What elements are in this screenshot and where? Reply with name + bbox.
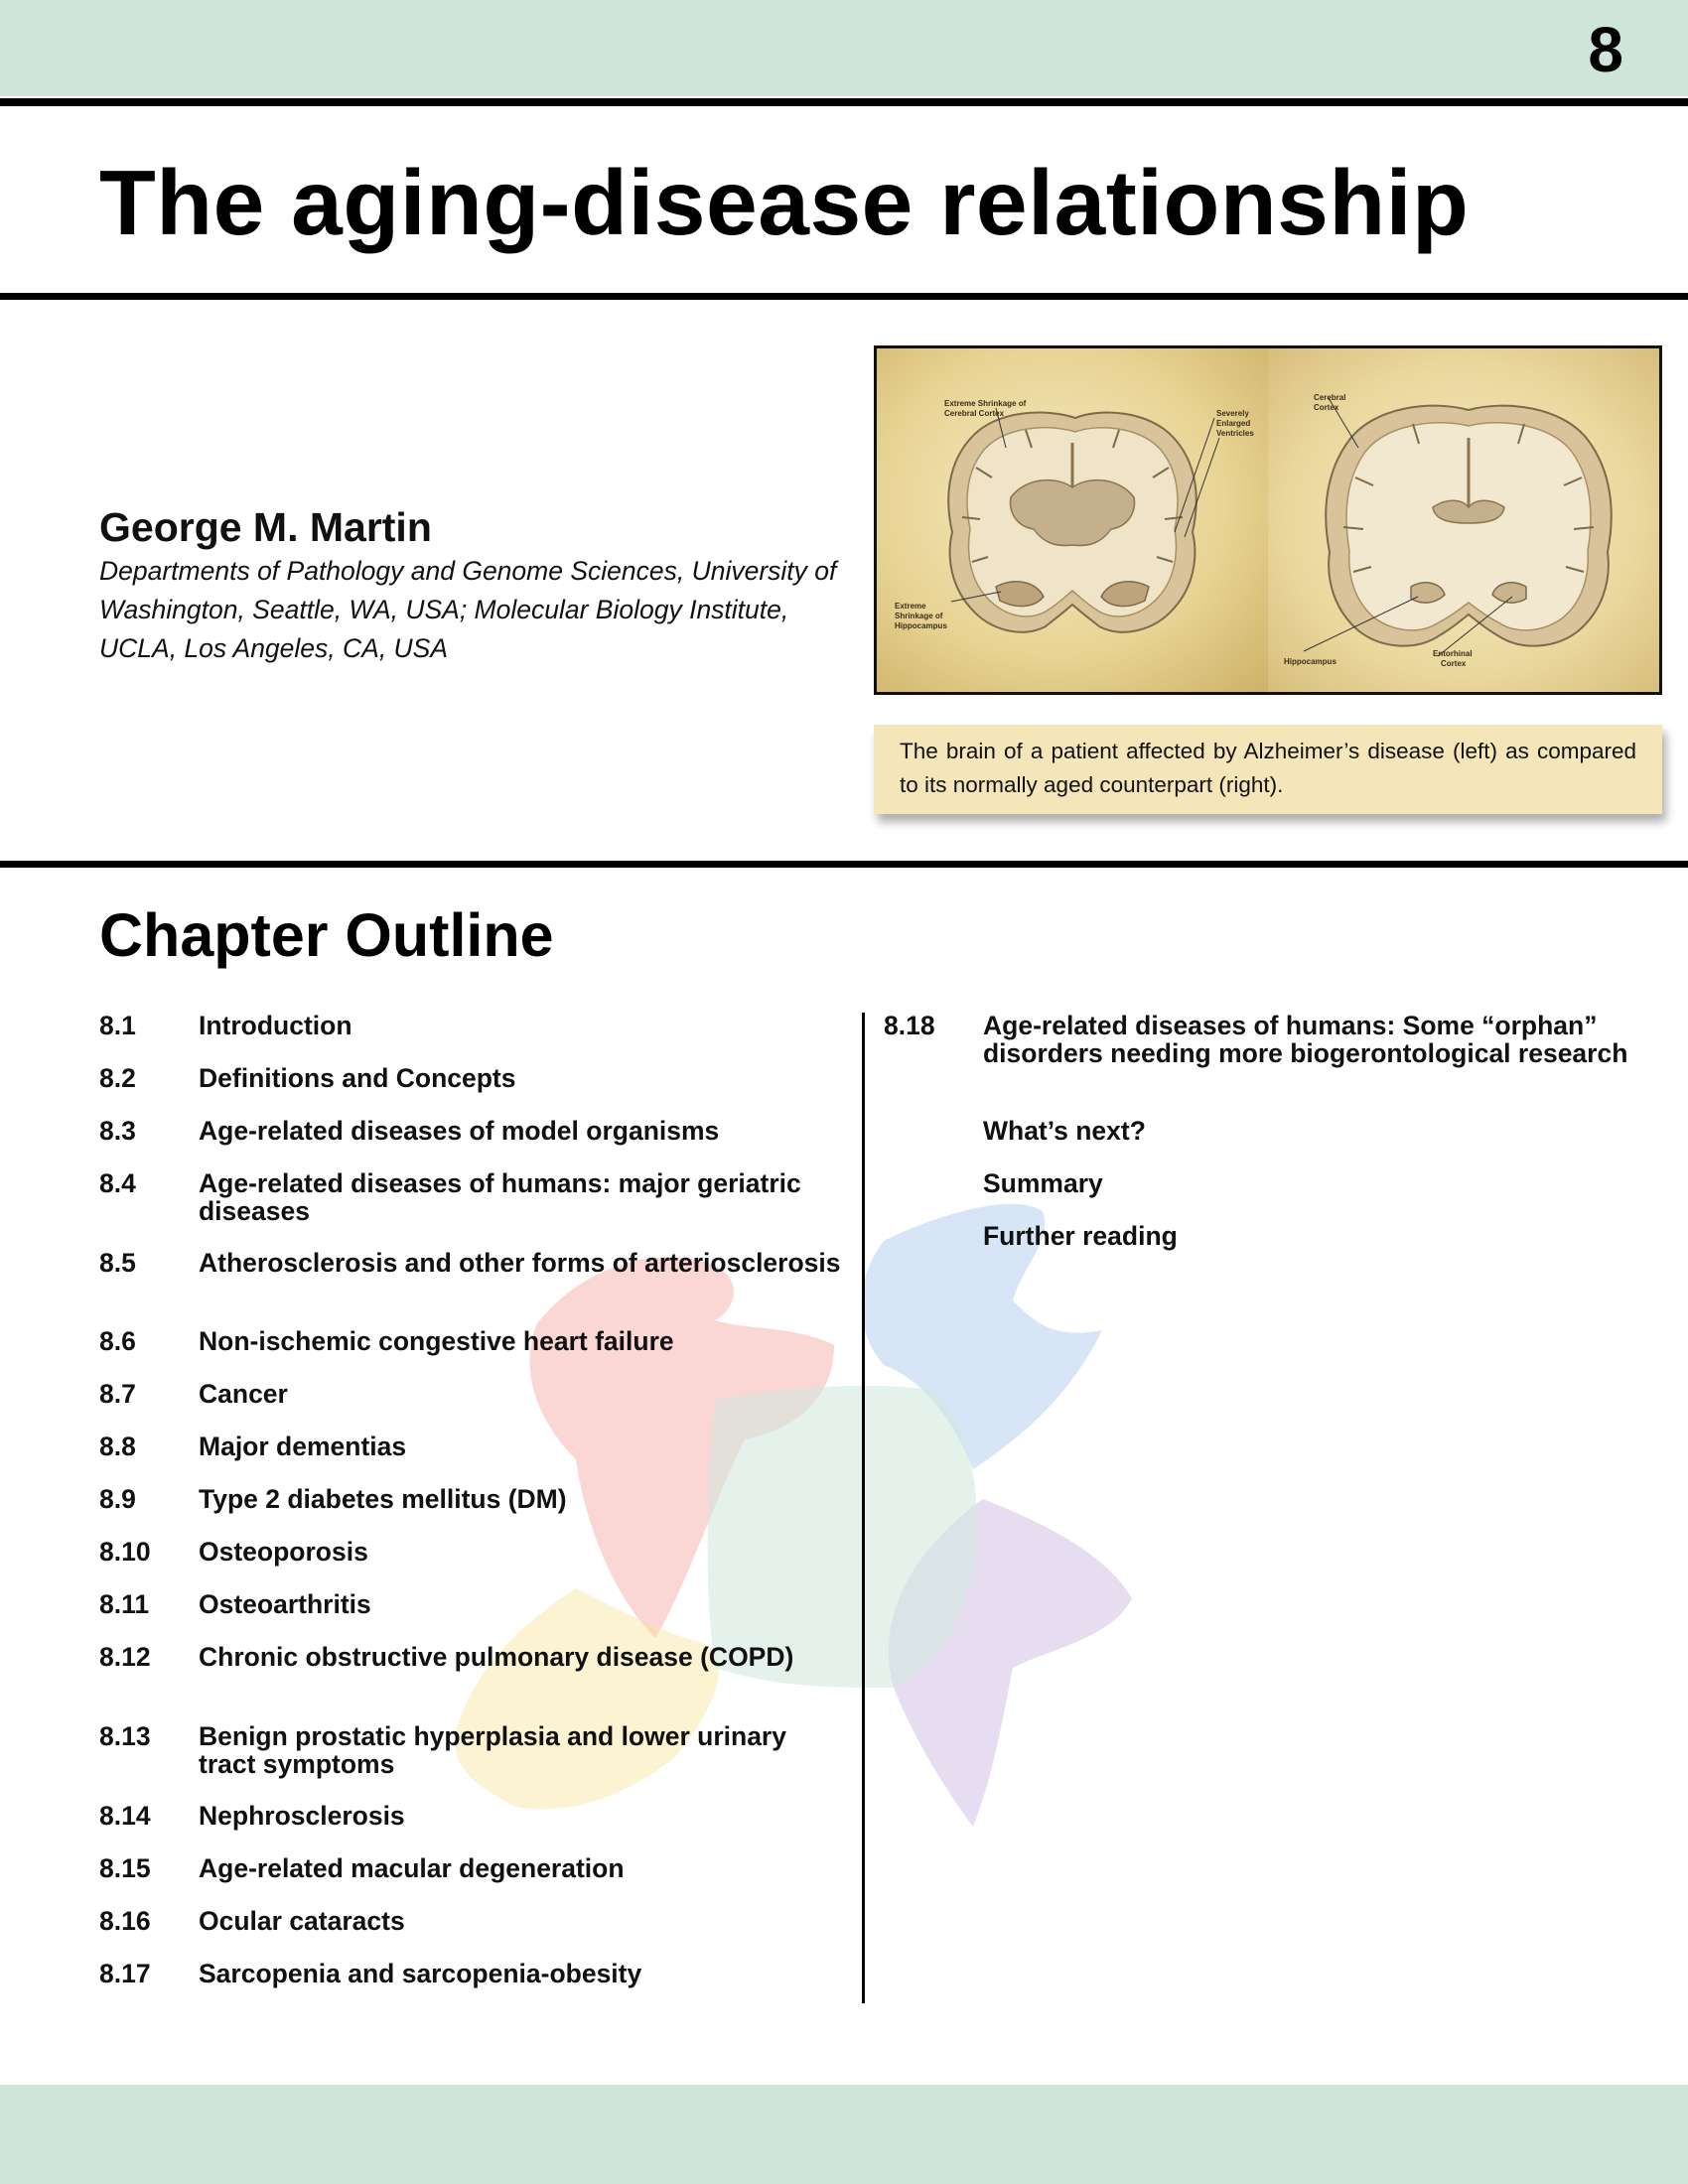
author-name: George M. Martin (99, 504, 432, 550)
outline-entry[interactable] (99, 1538, 844, 1566)
outline-entry-number: 8.15 (99, 1853, 151, 1883)
label-entorhinal-2: Cortex (1441, 659, 1467, 668)
outline-heading: Chapter Outline (99, 901, 554, 969)
outline-entry[interactable] (884, 1169, 1648, 1197)
label-extreme-cortex-2: Cerebral Cortex (944, 409, 1005, 418)
outline-entry[interactable] (99, 1590, 844, 1618)
bottom-band (0, 2085, 1688, 2184)
outline-entry-title: Introduction (199, 1011, 352, 1040)
outline-entry-number: 8.4 (99, 1168, 136, 1198)
outline-entry[interactable] (99, 1907, 844, 1935)
brain-figure (874, 345, 1662, 695)
outline-entry-title: Atherosclerosis and other forms of arteriosclerosis (199, 1248, 841, 1278)
outline-entry-title: Age-related diseases of model organisms (199, 1116, 720, 1146)
outline-entry-number: 8.3 (99, 1116, 136, 1146)
outline-entry-number: 8.12 (99, 1642, 151, 1672)
outline-entry-title: Cancer (199, 1379, 288, 1409)
figure-caption: The brain of a patient affected by Alzheimer’s disease (left) as compared to its normally aged counterpart (right). (874, 725, 1662, 814)
outline-entry[interactable] (99, 1960, 844, 1987)
title-rule (0, 293, 1688, 300)
label-hippocampus: Hippocampus (1284, 657, 1336, 666)
outline-entry-number: 8.11 (99, 1589, 150, 1619)
chapter-number: 8 (1588, 14, 1623, 85)
outline-column-divider (862, 1013, 865, 2003)
outline-entry-title: Osteoporosis (199, 1537, 368, 1567)
outline-entry-title: Osteoarthritis (199, 1589, 371, 1619)
outline-rule (0, 861, 1688, 868)
outline-entry-title: Further reading (983, 1221, 1178, 1251)
outline-entry-title: Nephrosclerosis (199, 1801, 405, 1831)
outline-entry-number: 8.7 (99, 1379, 136, 1409)
outline-entry[interactable] (99, 1064, 844, 1092)
outline-entry[interactable] (884, 1117, 1648, 1145)
label-extreme-hippocampus-3: Hippocampus (895, 621, 947, 630)
outline-entry[interactable] (99, 1854, 844, 1882)
outline-entry[interactable] (884, 1222, 1648, 1250)
label-extreme-cortex: Extreme Shrinkage of (944, 399, 1027, 408)
label-ventricles: Severely (1216, 409, 1249, 418)
label-entorhinal: Entorhinal (1433, 649, 1473, 658)
outline-entry-number: 8.18 (884, 1011, 935, 1040)
outline-entry-number: 8.13 (99, 1721, 151, 1751)
outline-entry[interactable] (99, 1485, 844, 1513)
outline-entry-number: 8.14 (99, 1801, 151, 1831)
outline-entry-title: Ocular cataracts (199, 1906, 405, 1936)
outline-entry-title: Age-related diseases of humans: major geriatric diseases (199, 1168, 801, 1226)
outline-entry-title: Chronic obstructive pulmonary disease (COPD) (199, 1642, 794, 1672)
outline-entry[interactable] (99, 1249, 844, 1277)
outline-entry-number: 8.8 (99, 1432, 136, 1461)
outline-entry-number: 8.9 (99, 1484, 136, 1514)
outline-entry[interactable] (99, 1169, 844, 1225)
alzheimer-brain-section (948, 413, 1196, 632)
top-band (0, 0, 1688, 96)
outline-entry-title: Sarcopenia and sarcopenia-obesity (199, 1959, 642, 1988)
outline-entry-number: 8.2 (99, 1063, 136, 1093)
outline-entry[interactable] (99, 1643, 844, 1671)
outline-entry-title: Age-related macular degeneration (199, 1853, 625, 1883)
outline-entry[interactable] (99, 1722, 844, 1778)
outline-entry-title: Type 2 diabetes mellitus (DM) (199, 1484, 567, 1514)
outline-entry-title: Non-ischemic congestive heart failure (199, 1326, 674, 1356)
label-ventricles-2: Enlarged (1216, 419, 1251, 428)
label-ventricles-3: Ventricles (1216, 429, 1254, 438)
chapter-title: The aging-disease relationship (99, 151, 1470, 254)
outline-entry[interactable] (99, 1012, 844, 1039)
normal-brain-section (1326, 406, 1611, 646)
label-extreme-hippocampus-2: Shrinkage of (895, 612, 943, 620)
author-affiliation: Departments of Pathology and Genome Sciences, University of Washington, Seattle, WA, USA; Molecular Biology Institute, UCLA, Los Angeles, CA, USA (99, 556, 837, 663)
outline-entry-number: 8.6 (99, 1326, 136, 1356)
outline-entry-title: Major dementias (199, 1432, 407, 1461)
label-extreme-hippocampus: Extreme (895, 602, 926, 611)
outline-entry[interactable] (99, 1117, 844, 1145)
outline-entry-number: 8.5 (99, 1248, 136, 1278)
outline-entry-title: What’s next? (983, 1116, 1146, 1146)
outline-entry-title: Age-related diseases of humans: Some “orphan” disorders needing more biogerontological research (983, 1011, 1628, 1068)
outline-entry[interactable] (99, 1802, 844, 1830)
outline-entry-title: Benign prostatic hyperplasia and lower urinary tract symptoms (199, 1721, 786, 1779)
label-cerebral-cortex: Cerebral (1314, 393, 1346, 402)
outline-entry[interactable] (99, 1433, 844, 1460)
outline-entry-title: Summary (983, 1168, 1103, 1198)
label-cerebral-cortex-2: Cortex (1314, 403, 1339, 412)
outline-entry-number: 8.1 (99, 1011, 136, 1040)
top-rule (0, 98, 1688, 106)
outline-entry-number: 8.17 (99, 1959, 151, 1988)
outline-entry-number: 8.10 (99, 1537, 151, 1567)
outline-entry[interactable] (884, 1012, 1648, 1067)
outline-entry[interactable] (99, 1380, 844, 1408)
outline-entry[interactable] (99, 1327, 844, 1355)
outline-entry-number: 8.16 (99, 1906, 151, 1936)
outline-entry-title: Definitions and Concepts (199, 1063, 516, 1093)
